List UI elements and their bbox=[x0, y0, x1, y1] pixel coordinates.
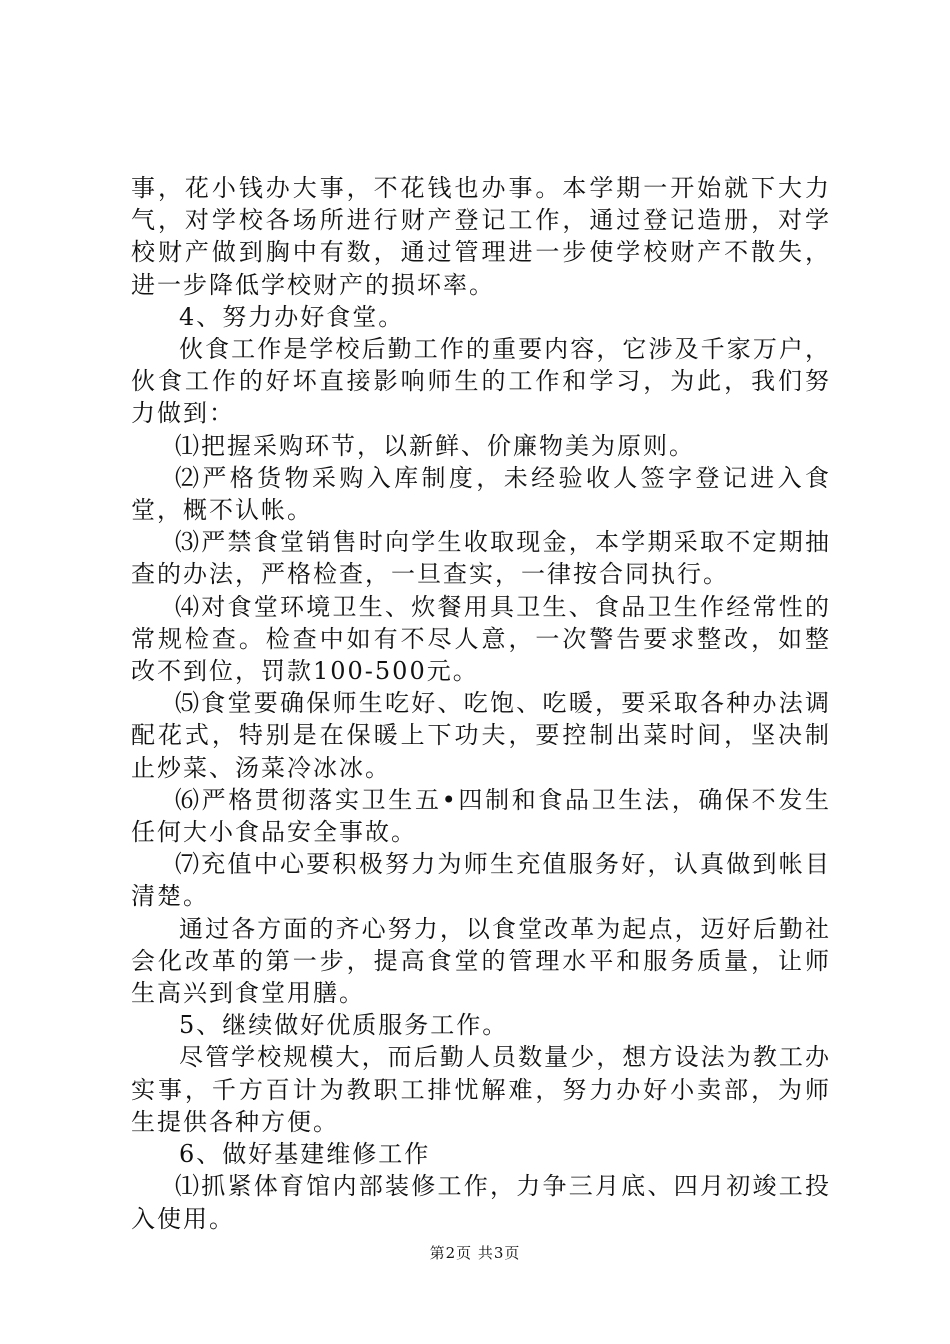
list-item-7: ⑺充值中心要积极努力为师生充值服务好，认真做到帐目清楚。 bbox=[131, 850, 831, 911]
paragraph-service: 尽管学校规模大，而后勤人员数量少，想方设法为教工办实事，千方百计为教职工排忧解难，努力办好小卖部，为师生提供各种方便。 bbox=[131, 1043, 831, 1136]
heading-service: 5、继续做好优质服务工作。 bbox=[179, 1011, 509, 1040]
list-item-3: ⑶严禁食堂销售时向学生收取现金，本学期采取不定期抽查的办法，严格检查，一旦查实，一律按合同执行。 bbox=[131, 528, 831, 589]
list-item-maintenance-1: ⑴抓紧体育馆内部装修工作，力争三月底、四月初竣工投入使用。 bbox=[131, 1172, 831, 1233]
paragraph-catering-intro: 伙食工作是学校后勤工作的重要内容，它涉及千家万户，伙食工作的好坏直接影响师生的工作和学习，为此，我们努力做到： bbox=[131, 335, 831, 428]
list-item-6: ⑹严格贯彻落实卫生五•四制和食品卫生法，确保不发生任何大小食品安全事故。 bbox=[131, 785, 831, 847]
heading-maintenance: 6、做好基建维修工作 bbox=[179, 1140, 431, 1169]
paragraph-continuation: 事，花小钱办大事，不花钱也办事。本学期一开始就下大力气，对学校各场所进行财产登记工作，通过登记造册，对学校财产做到胸中有数，通过管理进一步使学校财产不散失，进一步降低学校财产的损坏率。 bbox=[131, 174, 831, 299]
paragraph-canteen-summary: 通过各方面的齐心努力，以食堂改革为起点，迈好后勤社会化改革的第一步，提高食堂的管理水平和服务质量，让师生高兴到食堂用膳。 bbox=[131, 914, 831, 1008]
list-item-5: ⑸食堂要确保师生吃好、吃饱、吃暖，要采取各种办法调配花式，特别是在保暖上下功夫，要控制出菜时间，坚决制止炒菜、汤菜冷冰冰。 bbox=[131, 689, 831, 782]
page-footer: 第2页 共3页 bbox=[429, 1244, 521, 1262]
list-item-1: ⑴把握采购环节，以新鲜、价廉物美为原则。 bbox=[175, 431, 695, 460]
list-item-4: ⑷对食堂环境卫生、炊餐用具卫生、食品卫生作经常性的常规检查。检查中如有不尽人意，一次警告要求整改，如整改不到位，罚款100-500元。 bbox=[131, 592, 831, 686]
body-text bbox=[131, 172, 831, 1235]
list-item-2: ⑵严格货物采购入库制度，未经验收人签字登记进入食堂，概不认帐。 bbox=[131, 463, 831, 525]
heading-canteen: 4、努力办好食堂。 bbox=[179, 302, 405, 331]
